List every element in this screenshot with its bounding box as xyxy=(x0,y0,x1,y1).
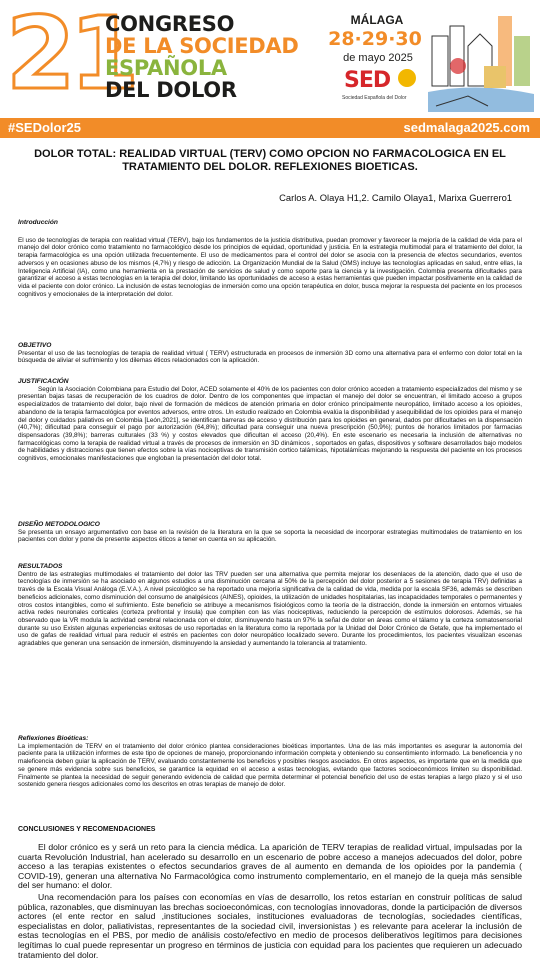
congress-line-1: CONGRESO xyxy=(105,12,235,36)
justification-text: Según la Asociación Colombiana para Estudio del Dolor, ACED solamente el 40% de los pacientes con dolor crónico acceden a tratamiento especializados del mismo y se presentan bajas tasas de recuperación de los cuadros de dolor. Dentro de los componentes que impactan el manejo del dolor se encuentran, el limitado acceso a grupos especializados de tratamiento del dolor, bajo nivel de formación de médicos de atención primaria en dolor crónico principalmente neuropático, limitado acceso a los opioides, abandono de la terapia farmacológica por eventos adversos, entre otros. Un estudio realizado en Colombia evalúa la disponibilidad y asequibilidad de los opioides para el manejo del dolor y cuidados paliativos en Colombia [León,2021], se identifican barreras de acceso y distribución para los opioides en general, dados por dificultades en la dispensación (40,7%); dificultad para conseguir el pago por autorización (64,8%); dificultad para conseguir una nueva prescripción (50,9%); puntos de horarios limitados por farmacias dispensadoras (39,8%); barreras culturales (33 %) y costos elevados que dificultan el acceso (20,4%). En este escenario es necesaria la inclusión de alternativas no farmacológicas como la terapia de realidad virtual a través de procesos de inmersión en 3D dinámicos , soportados en gafas, dispositivos y software desarrollados bajo modelos de habilidades y distracciones que tienen efectos sobre la vías nociceptivas de transmisión cortico talámicas, hipotalámicas mejorando la respuesta del paciente en los procesos cognitivos, emocionales manifestaciones que engloban la presentación del dolor total. xyxy=(18,385,522,463)
justification-heading: JUSTIFICACIÓN xyxy=(18,378,69,385)
congress-header xyxy=(0,0,540,118)
paper-title: DOLOR TOTAL: REALIDAD VIRTUAL (TERV) COMO OPCION NO FARMACOLOGICA EN EL TRATAMIENTO DEL DOLOR. REFLEXIONES BIOETICAS. xyxy=(34,148,506,173)
design-text: Se presenta un ensayo argumentativo con base en la revisión de la literatura en la que se soporta la necesidad de incorporar estrategias multimodales de tratamiento en los pacientes con dolor y pone de presente aspectos éticos a tener en cuenta en su aplicación. xyxy=(18,528,522,544)
congress-line-2: DE LA SOCIEDAD xyxy=(105,34,299,58)
congress-city: MÁLAGA xyxy=(350,13,404,27)
results-text: Dentro de las estrategias multimodales el tratamiento del dolor las TRV pueden ser una alternativa que permita mejorar los desenlaces de la atención, dado que el uso de tecnologías de inmersión se ha asociado en algunos estudios a una disminución cercana al 50% de la percepción del dolor posterior a 5 sesiones de terapia TRV) definidas a través de la Escala Visual Análoga (E.V.A.). A nivel psicológico se ha reportado una mejoría significativa de la calidad de vida, medida por la escala SF36, además se describen beneficios adicionales, como disminución del consumo de analgésicos (AINES), opioides, la utilización de unidades hospitalarias, las incapacidades temporales o permanentes y otros costos intangibles, como el sufrimiento. Este beneficio se atribuye a mecanismos fisiológicos como la teoría de la distracción, donde la inmersión en entornos virtuales activa redes neuronales corticales (corteza prefrontal y ínsula) que compiten con las vías nociceptivas, reduciendo la percepción de estímulos dolorosos. Además, se ha observado que la VR modula la actividad cerebral relacionada con el dolor, disminuyendo hasta un 97% la señal de dolor en áreas como el tálamo y la corteza somatosensorial durante su uso Existen algunas experiencias exitosas de uso reportadas en la literatura como la reportada por la Unidad del Dolor Crónico de Getafe, que ha implementado el uso de gafas de realidad virtual para reducir el estrés en pacientes con dolor neuropático localizado severo. Durante los procedimientos, los pacientes visualizan escenas agradables que generan una sensación de inmersión, disminuyendo la ansiedad y aumentando la tolerancia al tratamiento. xyxy=(18,570,522,648)
design-section xyxy=(18,521,522,544)
city-illustration-icon xyxy=(428,6,534,112)
objective-heading: OBJETIVO xyxy=(18,342,52,349)
sed-logo-subtitle: Sociedad Española del Dolor xyxy=(342,95,407,101)
website-link[interactable]: sedmalaga2025.com xyxy=(403,120,530,135)
bioethics-text: La implementación de TERV en el tratamiento del dolor crónico plantea consideraciones bioéticas importantes. Una de las más importantes es asegurar la autonomía del paciente para la utilización informes de este tipo de opciones de manejo, proporcionando información completa y obteniendo su consentimiento informado. La beneficencia y no maleficencia deben guiar la aplicación de TERV, evaluando constantemente los beneficios y posibles riesgos asociados. En otros aspectos, es importante que en la medida que se genere más evidencia sobre sus beneficios, se garantice la equidad en el acceso a estas tecnologías, evitando que factores socioeconómicos limiten su disponibilidad. Finalmente se plantea la necesidad de seguir generando evidencia de calidad que permita determinar el potencial beneficio del uso de estas terapias a largo plazo y si el uso sostenido genera riesgos adicionales como los descritos en otras terapias de manejo de dolor. xyxy=(18,742,522,789)
intro-section xyxy=(18,219,522,298)
hashtag-label: #SEDolor25 xyxy=(8,120,81,135)
congress-number: 21 xyxy=(6,0,134,112)
congress-dates: 28·29·30 xyxy=(328,28,422,50)
hashtag-banner xyxy=(0,118,540,138)
objective-text: Presentar el uso de las tecnologías de terapia de realidad virtual ( TERV) estructurada en procesos de inmersión 3D como una alternativa para el enfermo con dolor total en la búsqueda de aliviar el sufrimiento y los dilemas éticos relacionados con la aplicación. xyxy=(18,349,522,365)
congress-line-3: ESPAÑOLA xyxy=(105,56,227,80)
bioethics-section xyxy=(18,735,522,789)
conclusions-text-2: Una recomendación para los países con economías en vías de desarrollo, los retos estarían en construir políticas de salud pública, razonables, que disminuyan las brechas socioeconómicas, con tecnologías innovadoras, donde la participación de diversos actores (el ente rector en salud ,instituciones sociales, instituciones evaluadoras de tecnologías, sociedades científicas, especialistas en dolor, paliativistas, representantes de la sociedad civil, inversionistas ) es relevante para acelerar la inclusión de estas tecnologías en el PBS, por medio de análisis costo/efectivo en medio de procesos deliberativos legítimos para decisiones legítimas lo cual puede representar un progreso en términos de justicia con equidad para los pacientes que requieren un adecuado tratamiento del dolor. xyxy=(18,891,522,960)
congress-line-4: DEL DOLOR xyxy=(105,78,237,102)
sed-logo: SED xyxy=(344,68,391,93)
bioethics-heading: Reflexiones Bioéticas: xyxy=(18,735,89,742)
conclusions-text-1: El dolor crónico es y será un reto para la ciencia médica. La aparición de TERV terapias de realidad virtual, impulsadas por la cuarta Revolución Industrial, han acelerado su desarrollo en un escenario de pobre acceso a manejos adecuados del dolor, pobre acceso a las terapias existentes o efectos secundarios graves de al aumento en demanda de los opioides por la pandemia ( COVID-19), generan una alternativa No Farmacológica como instrumento complementario, en el manejo de la queja más sensible del ser humano: el dolor. xyxy=(18,842,522,891)
justification-section xyxy=(18,378,522,463)
design-heading: DISEÑO METODOLOGICO xyxy=(18,521,100,528)
conclusions-section xyxy=(18,826,522,834)
results-heading: RESULTADOS xyxy=(18,563,63,570)
paper-authors: Carlos A. Olaya H1,2. Camilo Olaya1, Marixa Guerrero1 xyxy=(279,192,512,203)
congress-name xyxy=(105,13,299,101)
results-section xyxy=(18,563,522,648)
objective-section xyxy=(18,342,522,365)
intro-heading: Introducción xyxy=(18,219,58,226)
congress-month: de mayo 2025 xyxy=(343,52,413,64)
conclusions-body xyxy=(18,843,522,960)
intro-text: El uso de tecnologías de terapia con realidad virtual (TERV), bajo los fundamentos de la justicia distributiva, puedan promover y favorecer la mejoría de la calidad de vida para el manejo del dolor crónico como tratamiento no farmacológico desde los principios de equidad, oportunidad y justicia. En la estrategia multimodal para el tratamiento del dolor, la terapia farmacológica es una opción utilizada frecuentemente. El uso de medicamentos para el control del dolor se asocia con la presencia de efectos secundarios, eventos adversos y en ocasiones abuso de los mismos (4,7%) y riesgo de adicción. La Organización Mundial de la Salud (OMS) incluye las tecnologías aplicadas en salud, entre ellas, la Inteligencia Artificial (IA), como una herramienta en la prestación de servicios de salud y como soporte para la ciencia y la investigación. Colombia presenta dificultades para garantizar el acceso a estas tecnologías en la terapia del dolor, limitando las oportunidades de acceso a estas herramientas que pueden impactar positivamente en la calidad de vida el paciente con dolor crónico. La inclusión de estas tecnologías de inmersión como una opción terapéutica en dolor, busca mejorar la respuesta del paciente en los procesos cognitivos y emocionales de la interpretación del dolor. xyxy=(18,236,522,298)
sed-logo-mark-icon xyxy=(398,69,416,87)
conclusions-heading: CONCLUSIONES Y RECOMENDACIONES xyxy=(18,826,156,833)
